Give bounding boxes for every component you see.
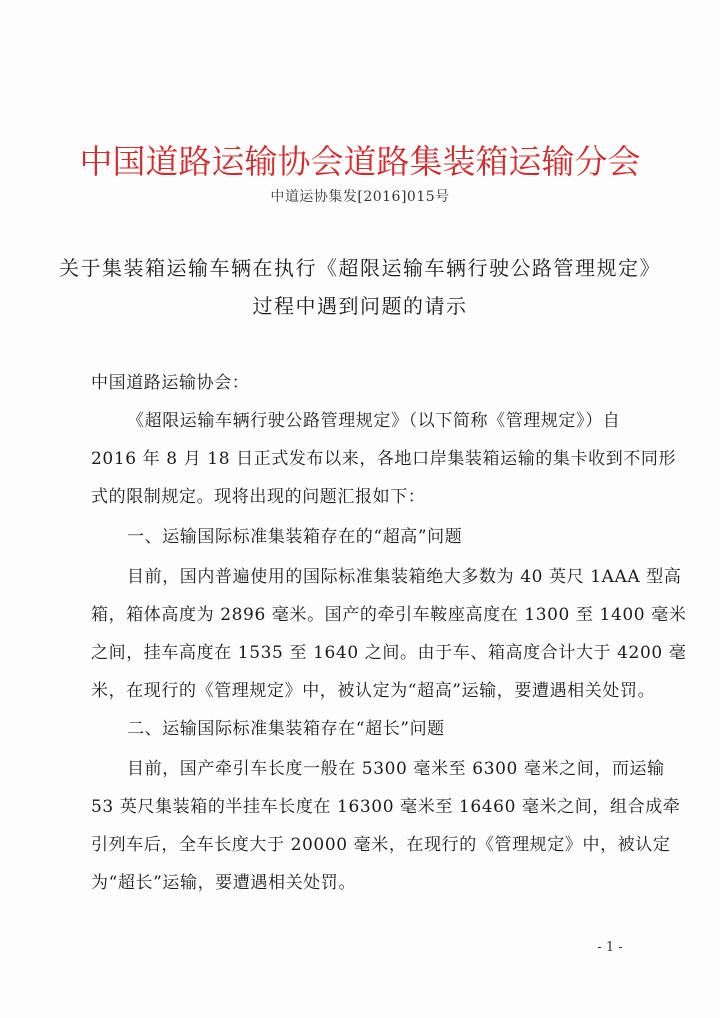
section1-heading: 一、运输国际标准集装箱存在的“超高”问题 <box>127 527 463 547</box>
page-number: - 1 - <box>597 940 623 955</box>
section1-line-4: 米，在现行的《管理规定》中，被认定为“超高”运输，要遭遇相关处罚。 <box>91 681 656 701</box>
section1-line-3: 之间，挂车高度在 1535 至 1640 之间。由于车、箱高度合计大于 4200 毫 <box>91 643 687 663</box>
intro-line-2: 2016 年 8 月 18 日正式发布以来，各地口岸集装箱运输的集卡收到不同形 <box>91 449 677 469</box>
salutation: 中国道路运输协会： <box>91 373 250 393</box>
intro-line-1: 《超限运输车辆行驶公路管理规定》（以下简称《管理规定》）自 <box>127 411 621 431</box>
section2-heading: 二、运输国际标准集装箱存在“超长”问题 <box>127 719 445 739</box>
section2-line-4: 为“超长”运输，要遭遇相关处罚。 <box>91 873 356 893</box>
organization-header: 中国道路运输协会道路集装箱运输分会 <box>79 142 641 181</box>
document-number: 中道运协集发[2016]015号 <box>270 189 450 205</box>
section2-line-1: 目前，国产牵引车长度一般在 5300 毫米至 6300 毫米之间，而运输 <box>127 759 665 779</box>
section1-line-2: 箱，箱体高度为 2896 毫米。国产的牵引车鞍座高度在 1300 至 1400 毫米 <box>91 605 687 625</box>
section2-line-2: 53 英尺集装箱的半挂车长度在 16300 毫米至 16460 毫米之间，组合成牵 <box>91 797 681 817</box>
section2-line-3: 引列车后，全车长度大于 20000 毫米，在现行的《管理规定》中，被认定 <box>91 835 671 855</box>
document-title-line-2: 过程中遇到问题的请示 <box>252 294 468 318</box>
section1-line-1: 目前，国内普遍使用的国际标准集装箱绝大多数为 40 英尺 1AAA 型高 <box>127 567 682 587</box>
intro-line-3: 式的限制规定。现将出现的问题汇报如下： <box>91 487 426 507</box>
document-title-line-1: 关于集装箱运输车辆在执行《超限运输车辆行驶公路管理规定》 <box>59 256 661 280</box>
